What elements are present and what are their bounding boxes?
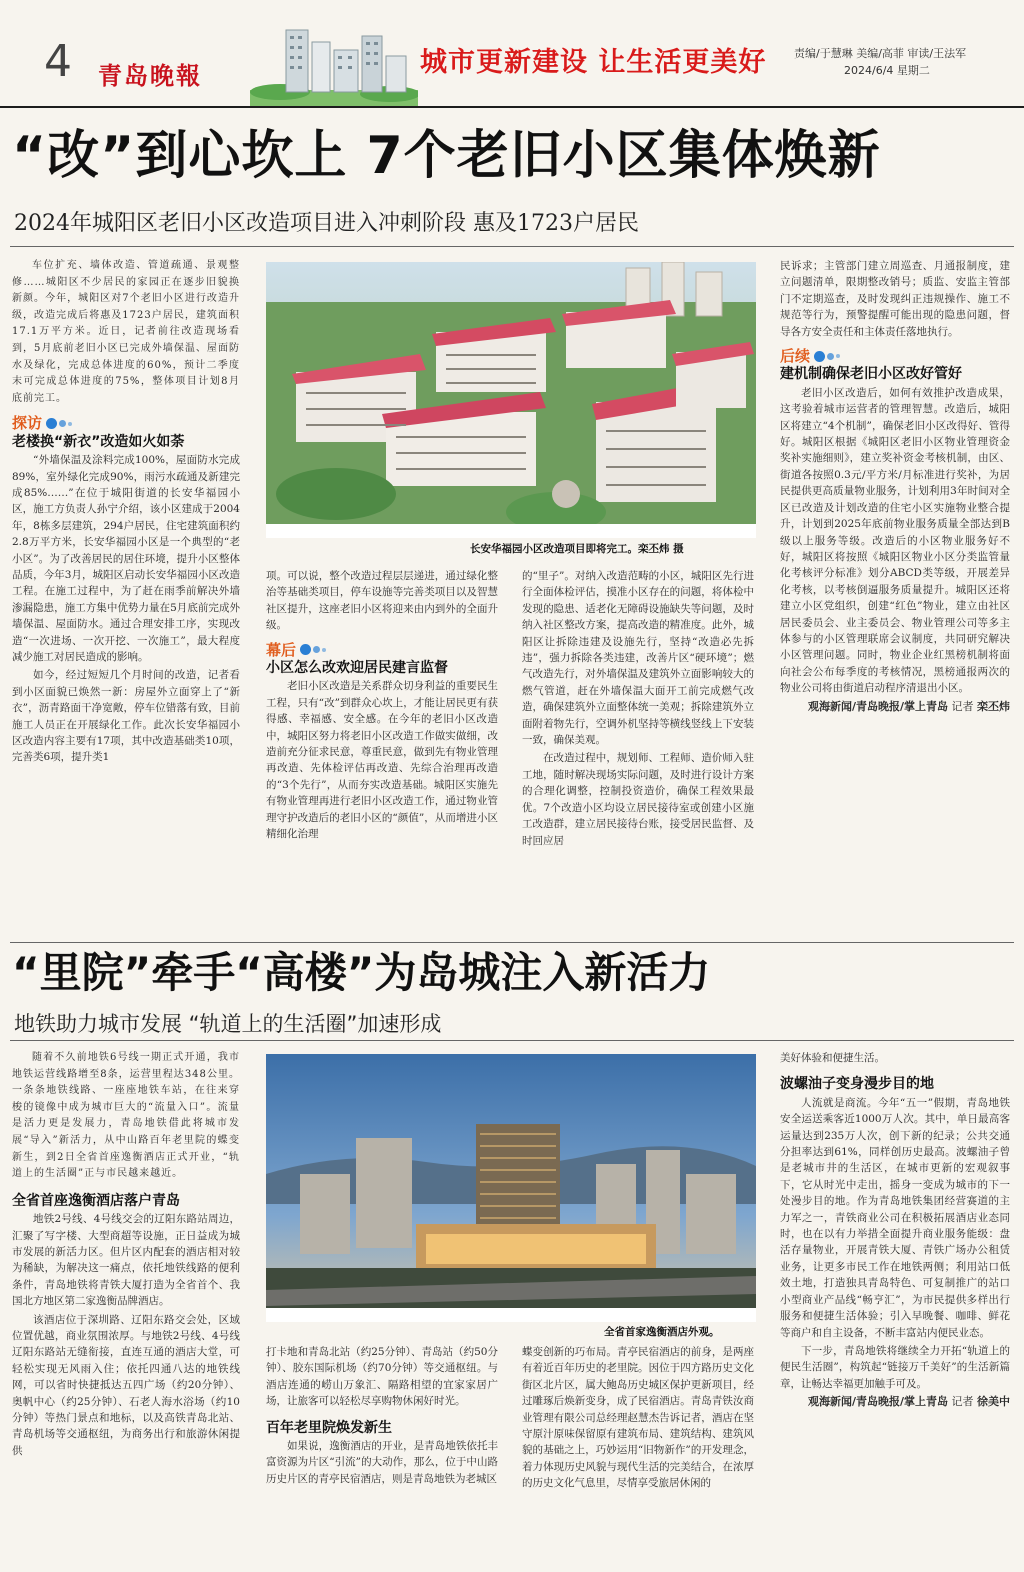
article1-column-3	[522, 568, 754, 932]
editors-line: 责编/于慧琳 美编/高菲 审读/王法军	[794, 47, 967, 60]
article2-subhead: 地铁助力城市发展 “轨道上的生活圈”加速形成	[14, 1012, 442, 1036]
article2-column-2	[266, 1344, 498, 1566]
section-tag-behind-scenes: 幕后	[266, 642, 498, 658]
paragraph: 的“里子”。对纳入改造范畴的小区，城阳区先行进行全面体检评估，摸准小区存在的问题，将体检中发现的隐患、适老化无障碍设施缺失等问题，及时纳入社区整改方案，提高改造的精准度。此外，城阳区让拆除违建及设施先行，坚持“改造必先拆违”，强力拆除各类违建，改善片区“硬环境”；燃气改造先行，对外墙保温及建筑外立面影响较大的燃气管道，赶在外墙保温大面开工前完成燃气改造，确保建筑外立面整体统一美观；拆除建筑外立面附着物先行，空调外机坚持等横线竖线上下安装一致，确保美观。	[522, 570, 754, 747]
paragraph: 打卡地和青岛北站（约25分钟）、青岛站（约50分钟）、胶东国际机场（约70分钟）等交通枢纽。与酒店连通的崂山万象汇、隔路相望的宜家家居广场，让旅客可以轻松尽享购物休闲好时光。	[266, 1346, 498, 1408]
article1-lead: 车位扩充、墙体改造、管道疏通、景观整修……城阳区不少居民的家园正在逐步旧貌换新颜。今年，城阳区对7个老旧小区进行改造升级，改造完成后将惠及1723户居民，建筑面积17.1万平方米。近日，记者前往改造现场看到，5月底前老旧小区已完成外墙保温、屋面防水及绿化，完成总体进度的60%，预计二季度末可完成总体进度的75%，整体项目计划8月底前完工。	[12, 260, 240, 404]
byline: 观海新闻/青岛晚报/掌上青岛 记者 栾丕炜	[807, 699, 1010, 713]
paragraph: 在改造过程中，规划师、工程师、造价师入驻工地，随时解决现场实际问题，及时进行设计方案的合理化调整，控制投资造价，确保工程效果最优。7个改造小区均设立居民接待室或创建小区施工改造群，建立居民接待台账，接受居民监督、及时回应居	[522, 752, 754, 847]
masthead	[0, 0, 1024, 108]
article2-column-1	[12, 1050, 240, 1566]
article2-lead: 随着不久前地铁6号线一期正式开通，我市地铁运营线路增至8条，运营里程达348公里。一条条地铁线路、一座座地铁车站，在往来穿梭的镜像中成为城市巨大的“流量入口”。流量是活力更是发展力，青岛地铁借此将城市发展“导入”新活力，从中山路百年老里院的蝶变新生，到2日全省首座逸衡酒店正式开业，“轨道上的生活圈”正与市民越来越近。	[12, 1052, 240, 1180]
section-tag-follow-up: 后续	[780, 348, 1010, 364]
paragraph: 如果说，逸衡酒店的开业，是青岛地铁依托丰富资源为片区“引流”的大动作，那么，位于中山路历史片区的青亭民宿酒店，则是青岛地铁为老城区	[266, 1440, 498, 1485]
divider	[10, 246, 1014, 247]
paragraph: 民诉求；主管部门建立周巡查、月通报制度，建立问题清单，限期整改销号；质监、安监主管部门不定期巡查，及时发现纠正违规操作、施工不规范等行为，预警提醒可能出现的隐患问题，督导各方安全责任和主体责任落地执行。	[780, 260, 1010, 338]
section-heading: 波螺油子变身漫步目的地	[780, 1076, 934, 1093]
paragraph: 蝶变创新的巧布局。青亭民宿酒店的前身，是两座有着近百年历史的老里院。因位于四方路历史文化街区北片区，属大鲍岛历史城区保护更新项目，经过雕琢后焕新变身，成了民宿酒店。青岛青铁汝商业管理有限公司总经理赵慧杰告诉记者，酒店在坚守原汁原味保留原有建筑布局、建筑结构、建筑风貌的基础之上，巧妙运用“旧物新作”的开发理念，着力体现历史风貌与现代生活的完美结合，在浓厚的历史文化气息里，尽情享受旅居休闲的	[522, 1346, 754, 1490]
divider	[10, 942, 1014, 943]
article2-column-3	[522, 1344, 754, 1566]
article1-column-1	[12, 258, 240, 932]
page-number: 4	[44, 36, 72, 87]
paragraph: 美好体验和便捷生活。	[780, 1052, 885, 1064]
section-heading: 百年老里院焕发新生	[266, 1419, 392, 1436]
paragraph: “外墙保温及涂料完成100%，屋面防水完成89%，室外绿化完成90%，雨污水疏通及新建完成85%……”在位于城阳街道的长安华福园小区，施工方负责人孙宁介绍，该小区建成于2004年，8栋多层建筑，294户居民，住宅建筑面积约2.8万平方米，长安华福园小区是一个典型的“老小区”。为了改善居民的居住环境，提升小区整体品质，今年3月，城阳区启动长安华福园小区改造工程。在施工过程中，为了赶在雨季前解决外墙渗漏隐患，施工方集中优势力量在5月底前完成外墙保温、屋面防水。通过合理安排工序，实现改造“一次进场、一次开挖、一次施工”，最大程度减少施工对居民造成的影响。	[12, 454, 240, 664]
section-heading: 小区怎么改欢迎居民建言监督	[266, 660, 448, 677]
page-slogan: 城市更新建设 让生活更美好	[420, 47, 767, 78]
paragraph: 人流就是商流。今年“五一”假期，青岛地铁安全运送乘客近1000万人次。其中，单日最高客运量达到235万人次，创下新的纪录；公共交通分担率达到61%，同样创历史最高。波螺油子曾是老城市井的生活区，在城市更新的宏观叙事下，它从时光中走出，摇身一变成为城市的下一处漫步目的地。作为青岛地铁集团经营赛道的主力军之一，青铁商业公司在积极拓展酒店业态同时，也在以有力举措全面提升商业服务能级：盘活存量物业，开展青铁大厦、青铁广场办公租赁业务，让更多市民工作在地铁两侧；利用站口低效土地，打造独具青岛特色、可复制推广的站口小型商业产品线“畅亨汇”，为市民提供多样出行服务和便捷生活体验；引入早晚餐、咖啡、鲜花等商户和自主设备，不断丰富站内便民业态。	[780, 1096, 1010, 1339]
article2-headline: “里院”牵手“高楼”为岛城注入新活力	[12, 948, 711, 997]
paragraph: 老旧小区改造是关系群众切身利益的重要民生工程，只有“改”到群众心坎上，才能让居民更有获得感、幸福感、安全感。在今年的老旧小区改造中，城阳区努力将老旧小区改造工作做实做细，改造前充分征求民意，尊重民意，做到先有物业管理再改造、先体检评估再改造、先综合治理再改造的“3个先行”，从而夯实改造基础。城阳区实施先有物业管理再进行老旧小区改造工作，通过物业管理守护改造后的老旧小区的“颜值”，从而增进小区精细化治理	[266, 680, 498, 841]
paragraph: 下一步，青岛地铁将继续全力开拓“轨道上的便民生活圈”，构筑起“链接万千美好”的生活新篇章，让畅达幸福更加触手可及。	[780, 1344, 1010, 1390]
article1-subhead: 2024年城阳区老旧小区改造项目进入冲刺阶段 惠及1723户居民	[14, 211, 639, 236]
masthead-skyline-illustration	[250, 20, 418, 106]
section-heading: 全省首座逸衡酒店落户青岛	[12, 1192, 180, 1209]
photo1-caption: 长安华福园小区改造项目即将完工。栾丕炜 摄	[470, 543, 684, 555]
article1-headline: “改”到心坎上 7个老旧小区集体焕新	[12, 126, 881, 186]
paragraph: 该酒店位于深圳路、辽阳东路交会处，区域位置优越，商业氛围浓厚。与地铁2号线、4号线辽阳东路站无缝衔接，直连互通的酒店大堂，可轻松实现无风雨入住；依托四通八达的地铁线网，可以省时快捷抵达五四广场（约20分钟）、奥帆中心（约25分钟）、石老人海水浴场（约10分钟）等热门景点和地标，以及高铁青岛北站、青岛机场等交通枢纽，为商务出行和旅游休闲提供	[12, 1313, 240, 1457]
article1-column-2	[266, 568, 498, 932]
photo-renovated-community	[266, 262, 756, 538]
photo2-caption: 全省首家逸衡酒店外观。	[604, 1326, 720, 1338]
tag-dots-icon	[814, 351, 840, 362]
photo-hotel-exterior	[266, 1054, 756, 1322]
newspaper-logo: 青岛晚報	[98, 61, 202, 90]
section-tag-visit: 探访	[12, 415, 240, 431]
aerial-residential-image	[266, 262, 756, 538]
hotel-dusk-image	[266, 1054, 756, 1322]
editor-credits	[794, 46, 966, 79]
section-heading: 建机制确保老旧小区改好管好	[780, 366, 962, 383]
paragraph: 地铁2号线、4号线交会的辽阳东路站周边，汇聚了写字楼、大型商超等设施，正日益成为城市发展的新活力区。但片区内配套的酒店相对较为稀缺，为解决这一痛点，依托地铁线路的便利条件，青岛地铁将青铁大厦打造为全省首个、我国北方地区第二家逸衡品牌酒店。	[12, 1213, 240, 1308]
article2-column-4	[780, 1050, 1010, 1566]
issue-date: 2024/6/4 星期二	[844, 63, 930, 77]
divider	[10, 1040, 1014, 1041]
tag-dots-icon	[300, 644, 326, 655]
paragraph: 项。可以说，整个改造过程层层递进，通过绿化整治等基础类项目，停车设施等完善类项目以及智慧社区提升，这座老旧小区将迎来由内到外的全面升级。	[266, 570, 498, 632]
paragraph: 如今，经过短短几个月时间的改造，记者看到小区面貌已焕然一新：房屋外立面穿上了“新衣”，沥青路面干净宽敞，停车位错落有致，目前施工人员正在开展绿化工作。此次长安华福园小区改造内容主要有17项，其中改造基础类10项，完善类6项，提升类1	[12, 669, 240, 764]
section-heading: 老楼换“新衣”改造如火如荼	[12, 433, 185, 450]
article1-column-4	[780, 258, 1010, 932]
tag-dots-icon	[46, 418, 72, 429]
paragraph: 老旧小区改造后，如何有效推护改造成果，这考验着城市运营者的管理智慧。改造后，城阳区将建立“4个机制”，确保老旧小区改得好、管得好。城阳区根据《城阳区老旧小区物业管理资金奖补实施细则》，建立奖补资金考核机制，由区、街道各按照0.3元/平方米/月标准进行奖补，为居民提供更高质量物业服务，计划利用3年时间对全区已改造及计划改造的住宅小区实施物业整合提升，计划到2025年底前物业服务质量全部达到B级以上服务等级。改造后的小区物业服务好不好，城阳区将按照《城阳区物业小区分类监管量化考核评分标准》划分ABCD类等级，开展差异化考核，以考核倒逼服务质量提升。城阳区还将建立小区党组织，创建“红色”物业，建立由社区居民委员会、业主委员会、物业管理公司等多主体参与的小区管理联席会议制度，共同研究解决小区管理问题。同时，物业企业红黑榜机制将面向社会公布每季度的考核情况，黑榜通报两次的物业公司将由街道启动程序清退出小区。	[780, 386, 1010, 695]
byline: 观海新闻/青岛晚报/掌上青岛 记者 徐美中	[807, 1395, 1010, 1409]
